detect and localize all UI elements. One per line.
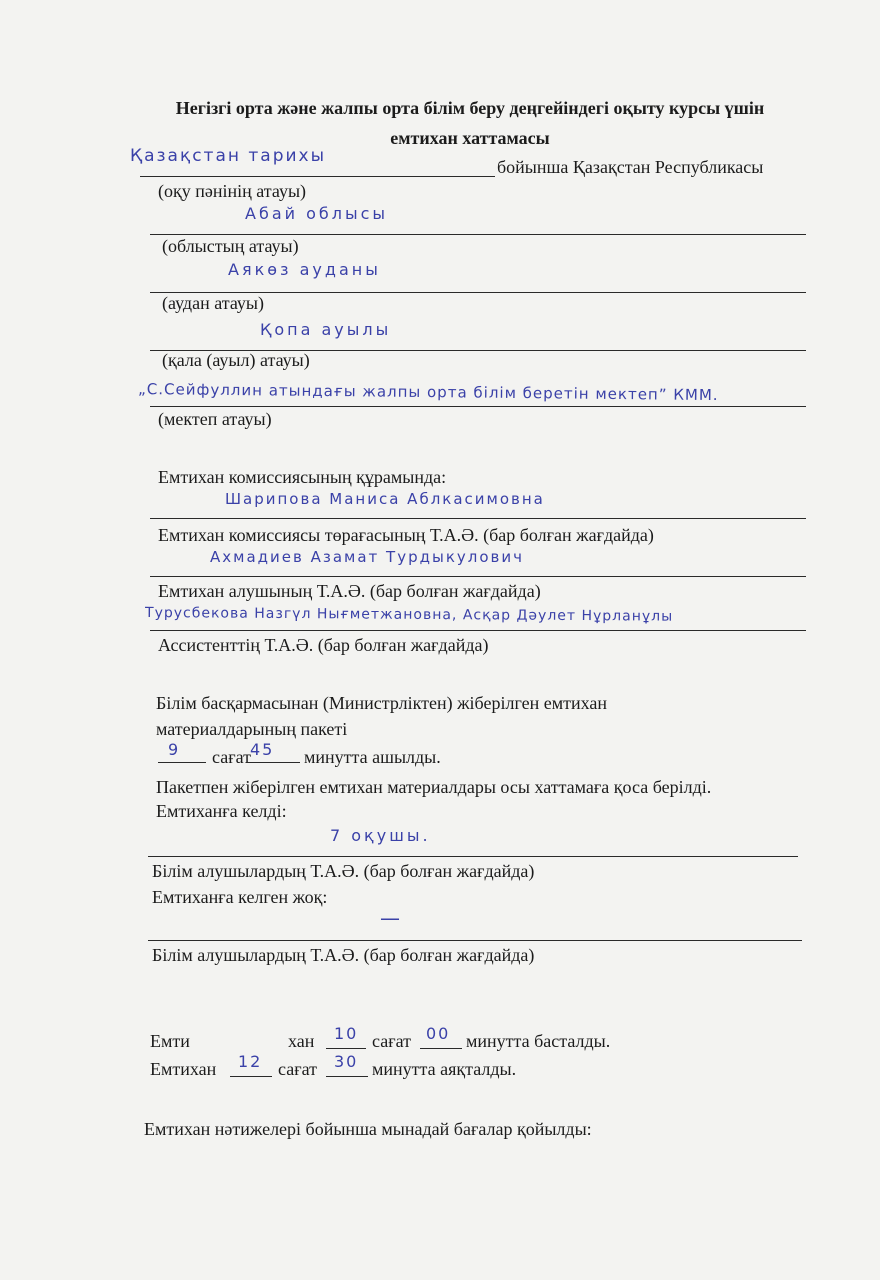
document-title-line-2: емтихан хаттамасы xyxy=(390,128,550,148)
school-line xyxy=(150,406,806,407)
present-caption: Білім алушылардың Т.А.Ә. (бар болған жағдайда) xyxy=(152,861,535,881)
end-hour-handwritten: 12 xyxy=(238,1052,263,1071)
start-hour-word: сағат xyxy=(372,1031,411,1051)
examiner-line xyxy=(150,576,806,577)
subject-handwritten: Қазақстан тарихы xyxy=(130,146,327,166)
package-attached-note: Пакетпен жіберілген емтихан материалдары осы хаттамаға қоса берілді. xyxy=(156,777,712,797)
end-prefix: Емтихан xyxy=(150,1059,217,1079)
start-hour-handwritten: 10 xyxy=(334,1024,359,1043)
school-caption: (мектеп атауы) xyxy=(158,409,272,429)
absent-handwritten: — xyxy=(380,906,400,930)
commission-chair-caption: Емтихан комиссиясы төрағасының Т.А.Ә. (бар болған жағдайда) xyxy=(158,525,654,545)
absent-line xyxy=(148,940,802,941)
assistants-line xyxy=(150,630,806,631)
district-caption: (аудан атауы) xyxy=(162,293,264,313)
locality-handwritten: Қопа ауылы xyxy=(260,320,392,339)
present-label: Емтиханға келді: xyxy=(156,801,287,821)
start-suffix: минутта басталды. xyxy=(466,1031,611,1051)
package-minute-suffix: минутта ашылды. xyxy=(304,747,441,767)
end-suffix: минутта аяқталды. xyxy=(372,1059,517,1079)
package-hour-line xyxy=(158,762,206,763)
package-minute-handwritten: 45 xyxy=(250,740,275,759)
subject-line xyxy=(140,176,495,177)
start-prefix-a: Емти xyxy=(150,1031,190,1051)
start-minute-line xyxy=(420,1048,462,1049)
commission-intro: Емтихан комиссиясының құрамында: xyxy=(158,467,447,487)
results-intro: Емтихан нәтижелері бойынша мынадай бағалар қойылды: xyxy=(144,1119,592,1139)
end-minute-line xyxy=(326,1076,368,1077)
region-handwritten: Абай облысы xyxy=(245,204,389,223)
district-handwritten: Аякөз ауданы xyxy=(228,260,381,279)
package-hour-handwritten: 9 xyxy=(168,740,181,759)
end-minute-handwritten: 30 xyxy=(334,1052,359,1071)
commission-chair-handwritten: Шарипова Маниса Аблкасимовна xyxy=(225,490,545,508)
end-hour-word: сағат xyxy=(278,1059,317,1079)
start-prefix-b: хан xyxy=(288,1031,315,1051)
locality-caption: (қала (ауыл) атауы) xyxy=(162,350,310,370)
subject-suffix: бойынша Қазақстан Республикасы xyxy=(497,157,764,177)
absent-caption: Білім алушылардың Т.А.Ә. (бар болған жағдайда) xyxy=(152,945,535,965)
start-minute-handwritten: 00 xyxy=(426,1024,451,1043)
end-hour-line xyxy=(230,1076,272,1077)
school-handwritten: „С.Сейфуллин атындағы жалпы орта білім беретін мектеп” КММ. xyxy=(138,380,719,405)
subject-caption: (оқу пәнінің атауы) xyxy=(158,181,307,201)
package-line-1: Білім басқармасынан (Министрліктен) жіберілген емтихан xyxy=(156,693,607,713)
examiner-handwritten: Ахмадиев Азамат Турдыкулович xyxy=(210,548,524,566)
package-minute-line xyxy=(246,762,300,763)
package-hour-word: сағат xyxy=(212,747,251,767)
document-title-line-1: Негізгі орта және жалпы орта білім беру деңгейіндегі оқыту курсы үшін xyxy=(175,98,765,118)
region-caption: (облыстың атауы) xyxy=(162,236,299,256)
present-line xyxy=(148,856,798,857)
package-line-2: материалдарының пакеті xyxy=(156,719,348,739)
start-hour-line xyxy=(326,1048,366,1049)
commission-chair-line xyxy=(150,518,806,519)
examiner-caption: Емтихан алушының Т.А.Ә. (бар болған жағдайда) xyxy=(158,581,541,601)
absent-label: Емтиханға келген жоқ: xyxy=(152,887,328,907)
assistants-handwritten: Турусбекова Назгүл Нығметжановна, Асқар Дәулет Нұрланұлы xyxy=(145,605,674,625)
present-handwritten: 7 оқушы. xyxy=(330,826,431,845)
assistants-caption: Ассистенттің Т.А.Ә. (бар болған жағдайда) xyxy=(158,635,489,655)
